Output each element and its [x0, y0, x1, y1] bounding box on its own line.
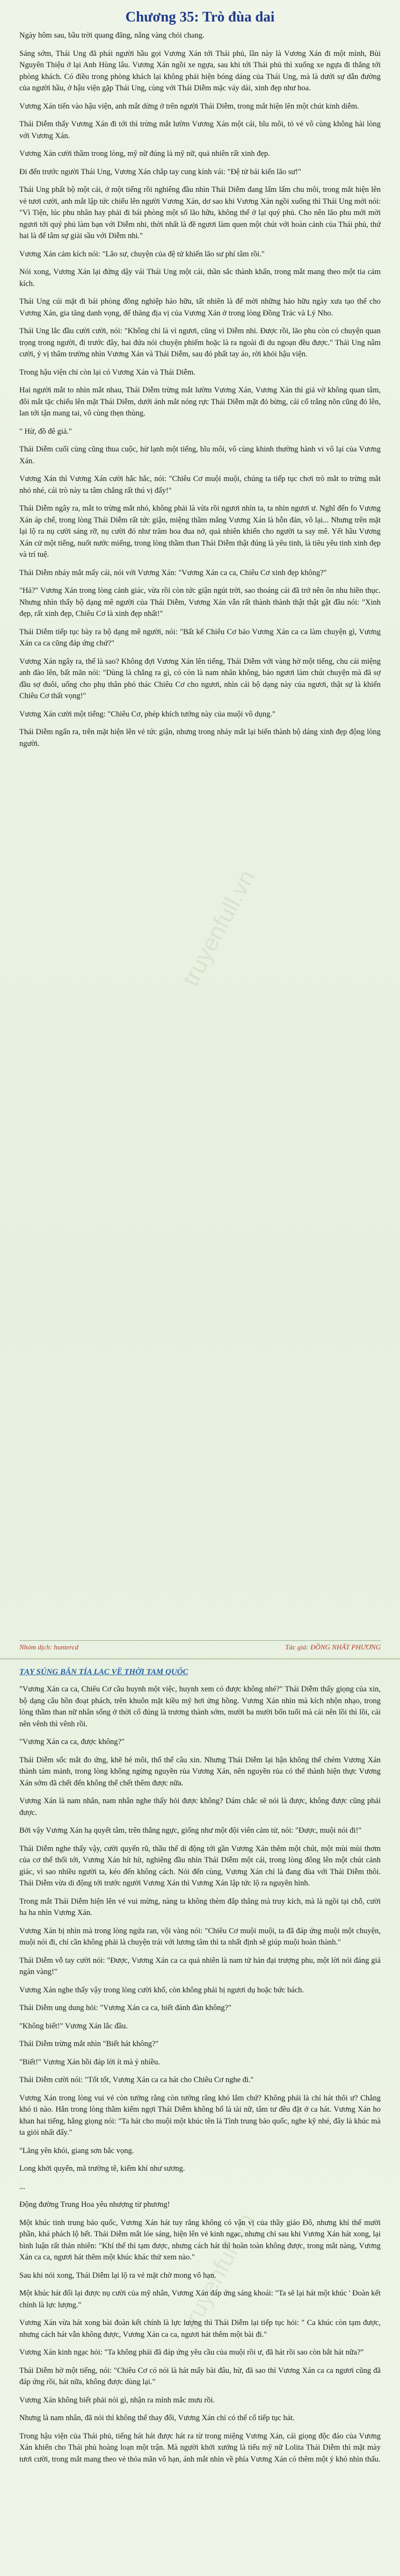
page-divider [0, 1658, 400, 1660]
paragraph: Vương Xán vừa hát xong bài đoàn kết chính là lực lượng thì Thái Diễm lại tiếp tục hỏi: " Ca khúc còn tạm được, nhưng cách hát vẫn không được, Vương Xán ca ca, ngươi hát thêm một bài đi." [19, 2319, 381, 2339]
credits-bar [19, 1640, 381, 1654]
paragraph: Thái Diễm thấy Vương Xán đi tới thì trừng mắt lườm Vương Xán một cái, bĩu môi, tỏ vẻ vô cùng không hài lòng với Vương Xán. [19, 120, 381, 140]
paragraph: Thái Diễm tiếp tục bày ra bộ dạng mê người, nói: "Bất kể Chiêu Cơ bảo Vương Xán ca ca làm chuyện gì, Vương Xán ca ca cũng đáp ứng chứ?" [19, 627, 381, 648]
chapter-section [19, 0, 381, 1655]
paragraph: Thái Diễm ngẩn ra, trên mặt hiện lên vẻ tức giận, nhưng trong nháy mắt lại biến thành bộ dáng xinh đẹp động lòng người. [19, 728, 381, 748]
paragraph: Nhưng là nam nhân, đã nói thì không thể thay đổi, Vương Xán chỉ có thể cố tiếp tục hát. [19, 2414, 295, 2422]
paragraph: Một khúc hát đối lại được nụ cười của mỹ nhân, Vương Xán đáp ứng sáng khoái: "Ta sẽ lại hát một khúc ' Đoàn kết chính là lực lượng." [19, 2289, 381, 2309]
paragraph: Thái Diễm hờ một tiếng, nói: "Chiêu Cơ có nói là hát mấy bài đâu, hừ, đã sao thì Vương Xán ca ca ngươi cũng đã đáp ứng rồi, hát nữa, không được dùng lại." [19, 2366, 381, 2386]
paragraph: Vương Xán không biết phải nói gì, nhận ra mình mắc mưu rồi. [19, 2395, 215, 2405]
paragraph: Một khúc tinh trung bảo quốc, Vương Xán hát tuy rằng không có vận vị của thầy giáo Đô, nhưng khí thế mười phần, khá phách lộ hết. Thái Diễm mắt lóe sáng, hiện lên vẻ kinh ngạc, nhưng chỉ sau khi Vương Xán hát xong, lại bình luận rất thản nhiên: "Khí thế thì tạm được, nhưng cách hát thì hoàn toàn không được, trong mắt nàng, Vương Xán ca ca, ngươi hát thêm một khúc khác thử xem nào." [19, 2218, 381, 2262]
paragraph: Trong hậu viện của Thái phủ, tiếng hát hát được hát ra từ trong miệng Vương Xán, cái giọng độc đáo của Vương Xán khiến cho Thái phủ hoàng loạn một trận. Mà người khởi xướng là tiểu mỹ nữ Lolita Thái Diễm thì mặt mày tươi cười, trong mắt mang theo vẻ thỏa mãn vô hạn, ánh mắt nhìn về phía Vương Xán có thêm một ý khó nhìn thấu. [19, 2431, 381, 2464]
paragraph: Vương Xán bị nhìn mà trong lòng ngứa ran, vội vàng nói: "Chiêu Cơ muội muội, ta đã đáp ứng muội một chuyện, muội nói đi, chỉ cần không phải là chuyện trái với lương tâm thì ta nhất định sẽ giúp muội hoàn thành." [19, 1926, 381, 1947]
paragraph: ... [19, 2182, 25, 2191]
paragraph: Sáng sớm, Thái Ung đã phái người hầu gọi Vương Xán tới Thái phủ, lần này là Vương Xán đi một mình, Bùi Nguyên Thiệu ở lại Anh Hùng lâu. Vương Xán ngồi xe ngựa, sau khi tới Thái phủ thì xuống xe ngựa đi thẳng tới phòng khách. Có điều trong phòng khách lại không phải hiện bóng dáng của Thái Ung, mà là dưới sự dẫn đường của người hầu, ở hậu viện gặp Thái Ung, cùng với Thái Diễm mặc váy dài, xinh đẹp như hoa. [19, 49, 381, 92]
paragraph: Trong hậu viện chỉ còn lại có Vương Xán và Thái Diễm. [19, 368, 195, 377]
paragraph: " Hừ, đồ đê giả." [19, 427, 72, 436]
paragraph: "Vương Xán ca ca, được không?" [19, 1738, 125, 1746]
chapter-body [19, 30, 381, 750]
paragraph: Nói xong, Vương Xán lại đứng dậy vái Thái Ung một cái, thần sắc thành khẩn, trong mắt mang theo một tia cảm kích. [19, 268, 381, 288]
paragraph: Trong mắt Thái Diễm hiện lên vẻ vui mừng, nàng ta không thèm đắp thẳng mà truy kích, mà là ngồi tại chỗ, cười ha ha nhìn Vương Xán. [19, 1897, 381, 1917]
paragraph: Thái Diễm cuối cùng cũng thua cuộc, hừ lạnh một tiếng, bĩu môi, vô cùng khinh thường hành vi vô lại của Vương Xán. [19, 445, 381, 465]
paragraph: Thái Diễm nghe thấy vậy, cười quyến rũ, thầu thể di động tới gần Vương Xán thêm một chút, một mùi mùi thơm của cơ thể thối tới, Vương Xán hít hít, nghiêng đầu nhìn Thái Diễm một cái, trong lòng đông lên một chút cảnh giác, vì sao nhiều người ta, kéo đến không cách. Nói đến cùng, Vương Xán chỉ là đang đùa với Thái Diễm thôi. Thái Diễm vừa di động tới trước người Vương Xán thì Vương Xán lập tức lộ ra nguyên hình. [19, 1844, 381, 1888]
chapter-title: Chương 35: Trò đùa dai [125, 9, 275, 25]
paragraph: Sau khi nói xong, Thái Diễm lại lộ ra vẻ mặt chờ mong vô hạn. [19, 2271, 216, 2280]
paragraph: "Vương Xán ca ca, Chiêu Cơ cầu huynh một việc, huynh xem có được không nhé?" Thái Diễm thấy giọng của xin, bộ dạng câu hồn đoạt phách, trên khuôn mặt kiều mỹ hơi ửng hồng. Vương Xán nhìn mà kích nhộn nhạo, trong lòng thầm than nữ nhân sống ở thời cổ đúng là trương thành sớm, mười ba mười bốn tuổi mà cái nên lồi thì lồi, cái nên vênh thì vênh rồi. [19, 1685, 381, 1728]
paragraph: Long khởi quyển, mã trường tê, kiếm khí như sương. [19, 2164, 185, 2173]
story-title: TẠY SÚNG BẮN TÍA LẠC VỀ THỜI TAM QUỐC [19, 1668, 188, 1676]
paragraph: "Hả?" Vương Xán trong lòng cảnh giác, vừa rồi còn tức giận ngút trời, sao thoáng cái đã trở nên ôn nhu hiền thục. Nhưng nhìn thấy bộ dạng mê người của Thái Diễm, Vương Xán vẫn rất thành thành thật thật gật đầu nói: "Xinh đẹp, rất xinh đẹp, Chiêu Cơ là xinh đẹp nhất!" [19, 586, 381, 618]
paragraph: Thái Diễm ung dung hỏi: "Vương Xán ca ca, biết đánh đàn không?" [19, 2004, 232, 2012]
author-label: Tác giả: ĐỒNG NHẤT PHƯƠNG [285, 1643, 381, 1651]
paragraph: "Không biết!" Vương Xán lắc đầu. [19, 2021, 128, 2030]
paragraph: Thái Ung phất bộ một cái, ở một tiếng rồi nghiêng đầu nhìn Thái Diễm đang lấm lấm chu môi, trong mắt hiện lên vẻ tươi cười, anh mắt lập tức chiếu lên người Vương Xán, dơ sao khi Vương Xán ngồi xuống thì Thái Ung mới nói: "Vì Tiện, lúc phu nhân hay phải đi bái phòng một số lão hữu, không thể ở lại quý phủ. Cho nên lão phu mới mời ngươi tới quý phủ làm bạn với Diễm nhi, thời nhất là đề ngươi làm quen một chút với hoàn cảnh của Thái phủ, thứ hai là để tâm sự giải sầu với Diễm nhi." [19, 185, 381, 240]
paragraph: Vương Xán trong lòng vui vẻ còn tưởng rằng còn tướng rằng khó lắm chứ? Không phải là chỉ hát thôi ư? Chẳng khó ti nào. Hắn trong lòng thầm kiểm ngợi Thái Diễm không hổ là tài nữ, tâm tư đều đặt ở ca hát. Vương Xán ho khan hai tiếng, hắng giọng nói: "Ta hát cho muội một khúc tên là Tình trung bảo quốc, nghe kỹ nhé, đây là khúc mà ta giỏi nhất đấy." [19, 2093, 381, 2137]
paragraph: Vương Xán ngây ra, thế là sao? Không đợi Vương Xán lên tiếng, Thái Diễm với vàng hờ một tiếng, chu cái miệng anh đào lên, bất mãn nói: "Dùng là chẳng ra gì, có còn là nam nhân không, bảo ngươi làm chút chuyện mà đã sợ đầu sợ đuôi, uổng cho phụ thân phó thác Chiêu Cơ cho ngươi, nhìn cái bộ dạng này của ngươi, thật sự là khiến Chiêu Cơ thất vọng!" [19, 657, 381, 700]
story-body [19, 1684, 381, 2465]
paragraph: Đi đến trước người Thái Ung, Vương Xán chắp tay cung kính vái: "Đệ tử bái kiến lão sư!" [19, 167, 302, 176]
watermark: truyenfull.vn [177, 865, 260, 991]
paragraph: Hai người mắt to nhìn mắt nhau, Thái Diễm trừng mắt lườm Vương Xán, Vương Xán thì giả vờ không quan tâm, đôi mắt tặc chiếu lên mặt Thái Diễm, dưới ánh mắt nóng rực Thái Diễm mặt đỏ bừng, cái cổ trắng nõn cũng đỏ lên, lan tới tận mang tai, vô cùng thẹn thùng. [19, 386, 381, 418]
watermark: truyenfull.vn [177, 2209, 260, 2335]
paragraph: Thái Diễm trừng mắt nhìn "Biết hát không?" [19, 2040, 159, 2048]
story-section [19, 1663, 381, 2576]
paragraph: Vương Xán cười một tiếng: "Chiêu Cơ, phép khích tướng này của muội vô dụng." [19, 709, 275, 719]
paragraph: Vương Xán kinh ngạc hỏi: "Ta không phải đã đáp ứng yêu cầu của muội rồi ư, đã hát rồi sao còn bắt hát nữa?" [19, 2348, 364, 2357]
paragraph: Thái Diễm cười nói: "Tốt tốt, Vương Xán ca ca hát cho Chiêu Cơ nghe đi." [19, 2076, 254, 2084]
paragraph: Vương Xán là nam nhân, nam nhân nghe thấy hỏi được không? Dám chắc sẽ nói là được, không được cũng phải được. [19, 1797, 381, 1817]
paragraph: Vương Xán nghe thấy vậy trong lòng cười khổ, còn không phải bị ngươi dụ hoặc bức bách. [19, 1985, 304, 1994]
paragraph: Thái Ung lắc đầu cười cười, nói: "Không chỉ là vì ngươi, cũng vì Diễm nhi. Được rồi, lão phu còn có chuyện quan trọng trong người, đi trước đây, hai đứa nói chuyện phiếm hoặc là ra ngoài đi du ngoạn đều được." Thái Ung nâm cười, ý vị thâm trường nhìn Vương Xán và Thái Diễm, sau đó phất tay áo, rời khỏi hậu viện. [19, 327, 381, 358]
paragraph: Ngày hôm sau, bầu trời quang đãng, nắng vàng chói chang. [19, 31, 205, 40]
paragraph: Thái Diễm nháy mắt mấy cái, nói với Vương Xán: "Vương Xán ca ca, Chiêu Cơ xinh đẹp không?" [19, 568, 327, 577]
translator-label: Nhóm dịch: huntercd [19, 1643, 78, 1651]
paragraph: Vương Xán tiến vào hậu viện, anh mắt dừng ở trên người Thái Diễm, trong mắt hiện lên một chút kinh diễm. [19, 102, 359, 111]
paragraph: Thái Ung cúi mặt đi bái phòng đồng nghiệp hảo hữu, tất nhiên là để mời những hảo hữu ngày xưa tạo thế cho Vương Xán, gia tăng danh vọng, để thăng địa vị của Vương Xán ở trong lòng Đồng Trác và Lý Nho. [19, 297, 381, 318]
paragraph: Thái Diễm sốc mắt đo ứng, khẽ hé môi, thổ thể câu xin. Nhưng Thái Diễm lại hận không thể chém Vương Xán thành tám mảnh, trong lòng không ngừng nguyền rủa Vương Xán, nên nguyền rủa có thể thành hiện thực Vương Xán sớm đã chết đến không thể chết thêm được nữa. [19, 1755, 381, 1788]
paragraph: "Lăng yên khói, giang sơn bắc vọng. [19, 2146, 134, 2155]
paragraph: Thái Diễm ngây ra, mắt to trừng mắt nhỏ, không phải là vừa rồi ngươi nhìn ta, ta nhìn ngươi ư. Nghĩ đến fo Vương Xán áp chế, trong lòng Thái Diễm rất tức giận, miệng thầm mắng Vương Xán là hỗn đản, vô lại... Nhưng trên mặt lại lộ ra nụ cười sáng rỡ, nụ cười đó như trăm hoa đua nở, quả nhiên khiến cho người ta say mê. Yết hầu Vương Xán cử một tiếng, nuốt nước miếng, trong lòng thầm than Thái Diễm thật đúng là yêu tinh, là tiêu yêu tinh xinh đẹp và trí tuệ. [19, 504, 381, 559]
paragraph: Động đường Trung Hoa yêu nhượng từ phương! [19, 2200, 170, 2209]
paragraph: Vương Xán cười thầm trong lòng, mỹ nữ đúng là mỹ nữ, quả nhiên rất xinh đẹp. [19, 149, 270, 158]
paragraph: Bởi vậy Vương Xán hạ quyết tâm, trên thắng ngực, giống như một đội viên cảm tử, nói: "Được, muội nói đi!" [19, 1826, 362, 1835]
paragraph: Vương Xán cảm kích nói: "Lão sư, chuyện của đệ tử khiến lão sư phí tâm rồi." [19, 249, 265, 259]
paragraph: Thái Diễm vỗ tay cười nói: "Được, Vương Xán ca ca quả nhiên là nam tử hán đại trượng phu, một lời nói đáng giá ngàn vàng!" [19, 1956, 381, 1976]
paragraph: "Biết!" Vương Xán hồi đáp lời ít mà ý nhiều. [19, 2057, 160, 2066]
paragraph: Vương Xán thì Vương Xán cười hắc hắc, nói: "Chiêu Cơ muội muội, chúng ta tiếp tục chơi trò mắt to trừng mắt nhỏ nhé, cái trò này ta tâm chẳng rất thú vị đấy!" [19, 475, 381, 495]
